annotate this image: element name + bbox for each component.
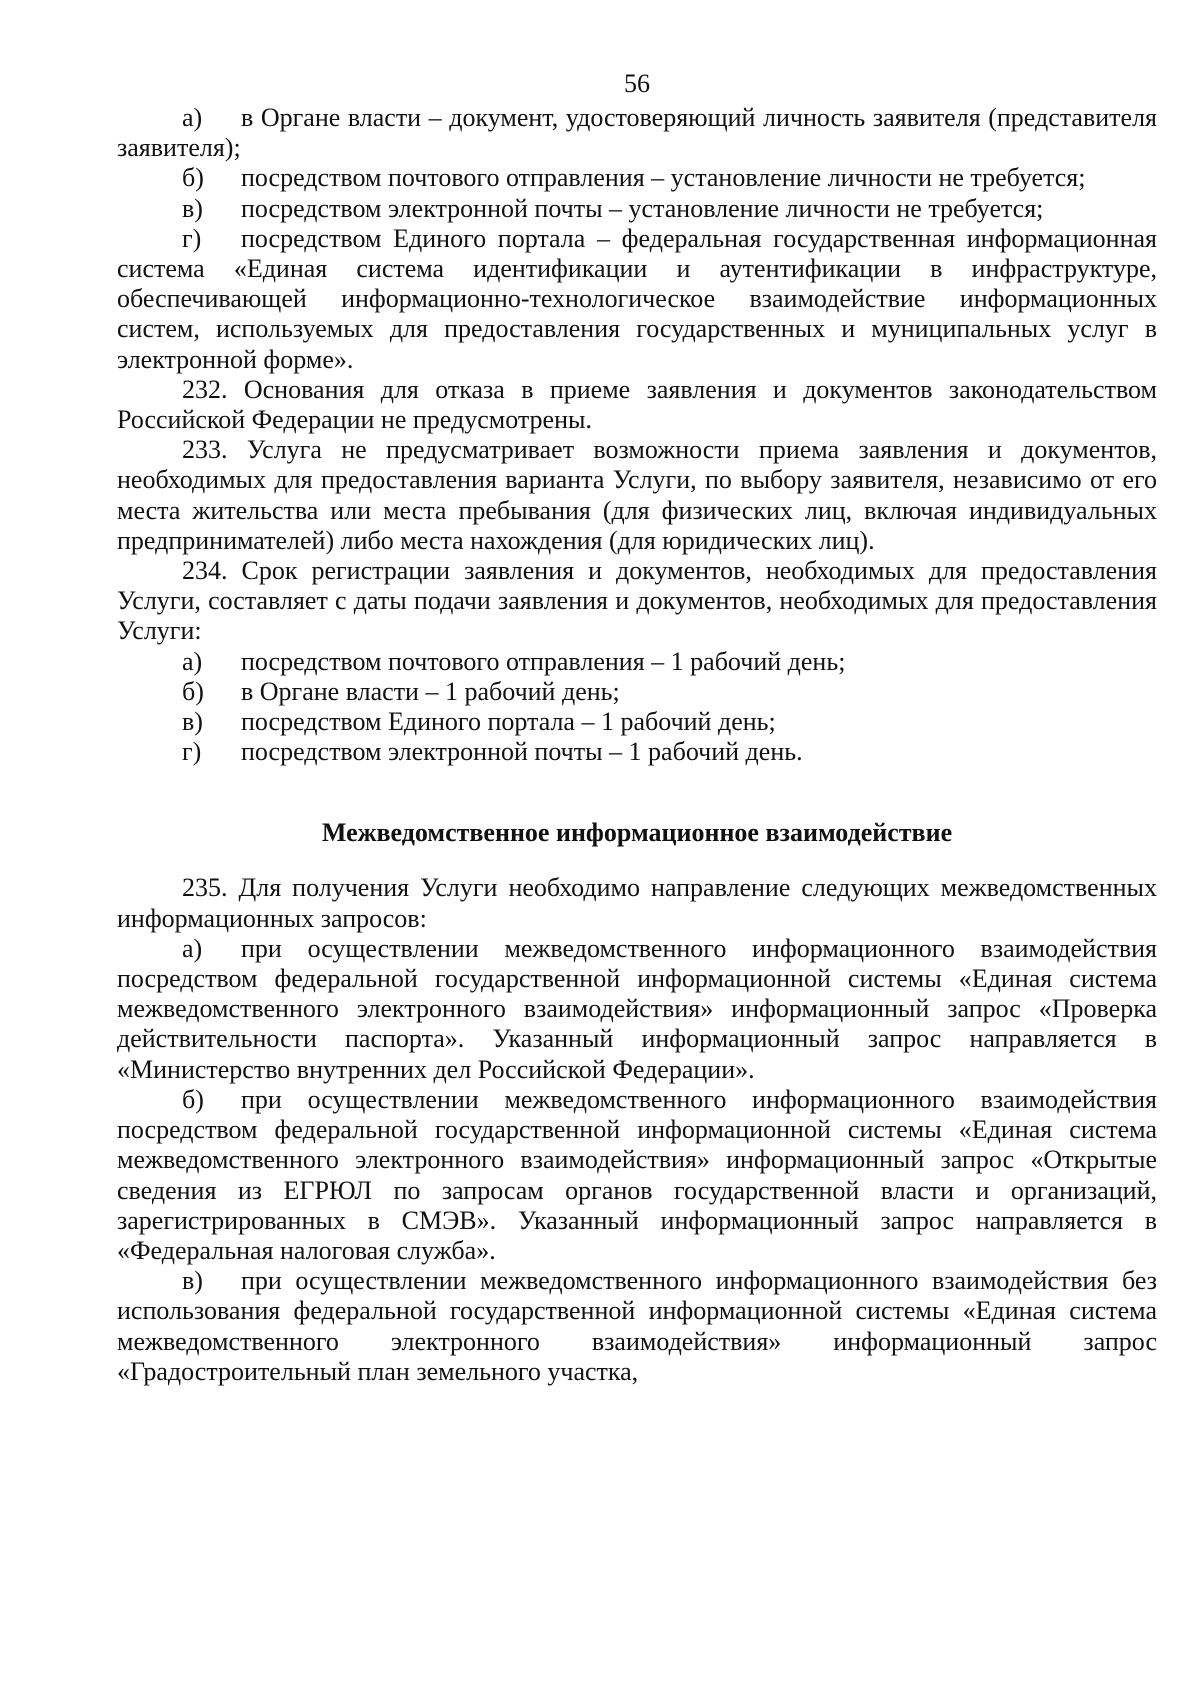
- list-item-label: г): [182, 737, 202, 767]
- list-item-text: при осуществлении межведомственного информационного взаимодействия посредством федеральной государственной информационной системы «Единая система межведомственного электронного взаимодействия» информационный запрос «Открытые сведения из ЕГРЮЛ по запросам органов государственной власти и организаций, зарегистрированных в СМЭВ». Указанный информационный запрос направляется в «Федеральная налоговая служба».: [117, 1084, 1157, 1265]
- list-item-g: [117, 224, 1157, 375]
- list-item-text: в Органе власти – 1 рабочий день;: [241, 676, 620, 706]
- list-item-label: а): [182, 646, 203, 676]
- list-item: [117, 647, 1157, 677]
- list-item-text: при осуществлении межведомственного информационного взаимодействия посредством федеральной государственной информационной системы «Единая система межведомственного электронного взаимодействия» информационный запрос «Проверка действительности паспорта». Указанный информационный запрос направляется в «Министерство внутренних дел Российской Федерации».: [117, 933, 1157, 1084]
- list-item-v: [117, 194, 1157, 224]
- paragraph-232: 232. Основания для отказа в приеме заявления и документов законодательством Российской Федерации не предусмотрены.: [117, 374, 1157, 435]
- document-page: [117, 68, 1157, 1387]
- list-item-label: б): [182, 1084, 204, 1114]
- list-item-text: в Органе власти – документ, удостоверяющий личность заявителя (представителя заявителя);: [117, 103, 1157, 163]
- list-item: [117, 707, 1157, 737]
- list-item-label: в): [182, 1266, 203, 1296]
- list-item-label: б): [182, 163, 204, 193]
- list-item-text: посредством электронной почты – 1 рабочий день.: [241, 737, 803, 767]
- list-item-label: в): [182, 707, 203, 737]
- list-item-label: в): [182, 193, 203, 223]
- paragraph-233: 233. Услуга не предусматривает возможности приема заявления и документов, необходимых для предоставления варианта Услуги, по выбору заявителя, независимо от его места жительства или места пребывания (для физических лиц, включая индивидуальных предпринимателей) либо места нахождения (для юридических лиц).: [117, 435, 1157, 555]
- section-heading: Межведомственное информационное взаимодействие: [321, 818, 953, 848]
- list-item-v: [117, 1266, 1157, 1387]
- list-item-label: а): [182, 103, 203, 132]
- list-item-b: [117, 1085, 1157, 1266]
- paragraph-234: 234. Срок регистрации заявления и документов, необходимых для предоставления Услуги, составляет с даты подачи заявления и документов, необходимых для предоставления Услуги:: [117, 556, 1157, 646]
- list-item-a: [117, 103, 1157, 163]
- list-item-text: посредством электронной почты – установление личности не требуется;: [241, 193, 1044, 223]
- list-item-b: [117, 163, 1157, 193]
- list-item-text: при осуществлении межведомственного информационного взаимодействия без использования федеральной государственной информационной системы «Единая система межведомственного электронного взаимодействия» информационный запрос «Градостроительный план земельного участка,: [117, 1266, 1157, 1386]
- list-item-text: посредством почтового отправления – установление личности не требуется;: [241, 163, 1086, 193]
- list-item: [117, 737, 1157, 767]
- list-item: [117, 677, 1157, 707]
- list-item-text: посредством Единого портала – федеральная государственная информационная система «Единая система идентификации и аутентификации в инфраструктуре, обеспечивающей информационно-технологическое взаимодействие информационных систем, используемых для предоставления государственных и муниципальных услуг в электронной форме».: [117, 223, 1157, 374]
- list-item-label: б): [182, 676, 204, 706]
- paragraph-235: 235. Для получения Услуги необходимо направление следующих межведомственных информационных запросов:: [117, 873, 1157, 933]
- list-item-a: [117, 934, 1157, 1085]
- list-item-text: посредством Единого портала – 1 рабочий день;: [241, 707, 776, 737]
- list-item-label: г): [182, 223, 202, 253]
- page-number: 56: [624, 69, 650, 98]
- list-item-text: посредством почтового отправления – 1 рабочий день;: [241, 646, 846, 676]
- list-item-label: а): [182, 933, 203, 963]
